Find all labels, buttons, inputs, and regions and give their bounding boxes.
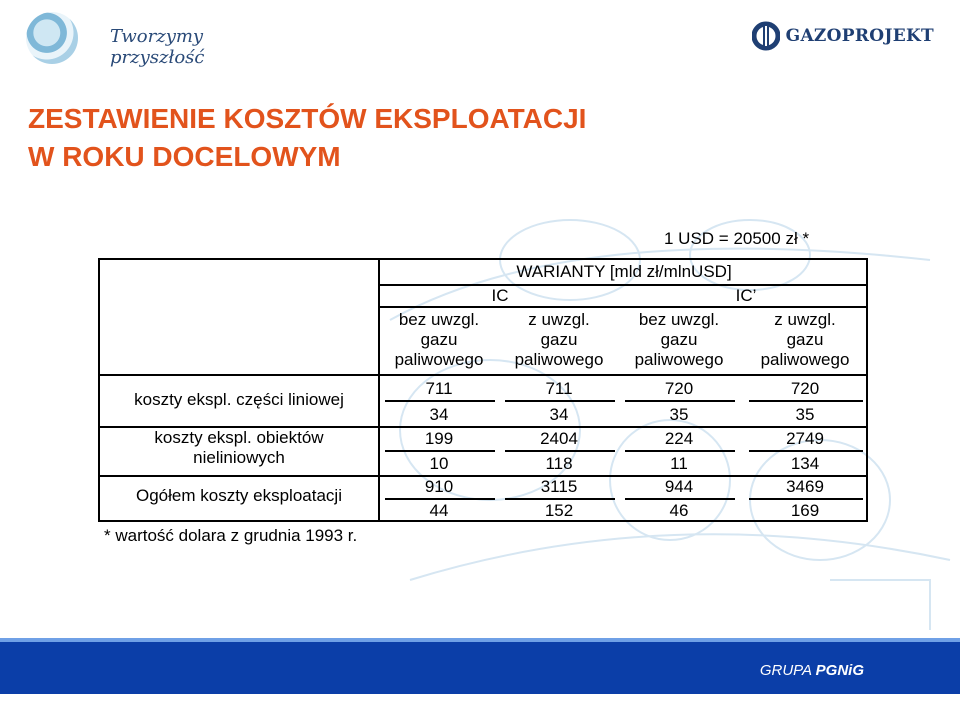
row-label: koszty ekspl. części liniowej — [134, 390, 344, 409]
column-header-line: paliwowego — [394, 350, 484, 369]
gazoprojekt-logo-icon — [752, 20, 780, 52]
cell-rule — [505, 450, 615, 452]
table-cell: 169 — [790, 501, 820, 520]
exchange-rate-note: 1 USD = 20500 zł * — [664, 229, 810, 248]
footer-band — [0, 638, 960, 694]
cell-rule — [385, 498, 495, 500]
brand-prefix: GRUPA — [759, 662, 816, 679]
cell-rule — [505, 498, 615, 500]
table-cell: 35 — [795, 405, 815, 424]
cell-rule — [385, 400, 495, 402]
table-cell: 34 — [549, 405, 569, 424]
cost-table — [98, 258, 868, 522]
table-header-main: WARIANTY [mld zł/mlnUSD] — [516, 262, 732, 281]
table-cell: 35 — [669, 405, 689, 424]
column-header-line: paliwowego — [634, 350, 724, 369]
cell-rule — [625, 450, 735, 452]
column-header-line: bez uwzgl. — [398, 310, 480, 329]
table-cell: 3115 — [540, 477, 578, 496]
cell-rule — [625, 400, 735, 402]
table-cell: 2404 — [540, 429, 578, 448]
table-cell: 199 — [424, 429, 454, 448]
cell-rule — [749, 400, 863, 402]
gazoprojekt-name: GAZOPROJEKT — [785, 26, 934, 46]
table-cell: 711 — [425, 379, 453, 398]
row-rule — [100, 426, 866, 428]
column-header-line: paliwowego — [514, 350, 604, 369]
row-label: Ogółem koszty eksploatacji — [136, 486, 342, 505]
row-label — [102, 428, 376, 468]
table-cell: 46 — [669, 501, 689, 520]
column-header-line: z uwzgl. — [528, 310, 590, 329]
column-header-line: gazu — [540, 330, 578, 349]
cell-rule — [505, 400, 615, 402]
column-header-line: gazu — [660, 330, 698, 349]
table-cell: 152 — [544, 501, 574, 520]
footnote: * wartość dolara z grudnia 1993 r. — [104, 526, 358, 545]
table-cell: 34 — [429, 405, 449, 424]
table-cell: 134 — [790, 454, 820, 473]
table-cell: 118 — [545, 454, 573, 473]
slogan: Tworzymy przyszłość — [110, 26, 205, 68]
group-ic-prime: IC’ — [735, 286, 757, 305]
table-cell: 11 — [670, 454, 688, 473]
group-rule — [380, 306, 868, 308]
column-header-line: gazu — [420, 330, 458, 349]
column-header-line: z uwzgl. — [774, 310, 836, 329]
footer-stripe — [0, 638, 960, 642]
gazoprojekt-logo — [752, 18, 934, 54]
page-title — [28, 100, 586, 176]
column-header-line: gazu — [786, 330, 824, 349]
row-label-line: koszty ekspl. obiektów — [154, 428, 324, 447]
column-header-line: bez uwzgl. — [638, 310, 720, 329]
column-header — [744, 310, 866, 370]
table-cell: 711 — [545, 379, 573, 398]
cell-rule — [749, 450, 863, 452]
header-left-logo — [20, 8, 270, 68]
title-line-2: W ROKU DOCELOWYM — [28, 141, 341, 172]
cell-rule — [385, 450, 495, 452]
column-header — [620, 310, 738, 370]
column-header-line: paliwowego — [760, 350, 850, 369]
table-cell: 44 — [429, 501, 449, 520]
title-line-1: ZESTAWIENIE KOSZTÓW EKSPLOATACJI — [28, 103, 587, 134]
table-cell: 720 — [790, 379, 820, 398]
cell-rule — [749, 498, 863, 500]
cell-rule — [625, 498, 735, 500]
company-ring-logo-icon — [26, 12, 78, 64]
table-cell: 224 — [664, 429, 694, 448]
pgnig-logo — [760, 662, 864, 679]
header-rule — [380, 284, 868, 286]
brand-bold: PGNiG — [815, 662, 864, 679]
table-cell: 910 — [424, 477, 454, 496]
column-header — [380, 310, 498, 370]
table-cell: 720 — [664, 379, 694, 398]
table-cell: 2749 — [786, 429, 824, 448]
group-ic: IC — [491, 286, 509, 305]
table-cell: 944 — [664, 477, 694, 496]
header-bottom-rule — [100, 374, 866, 376]
column-header — [500, 310, 618, 370]
table-cell: 3469 — [786, 477, 824, 496]
row-label-line: nieliniowych — [193, 448, 285, 467]
table-cell: 10 — [429, 454, 449, 473]
